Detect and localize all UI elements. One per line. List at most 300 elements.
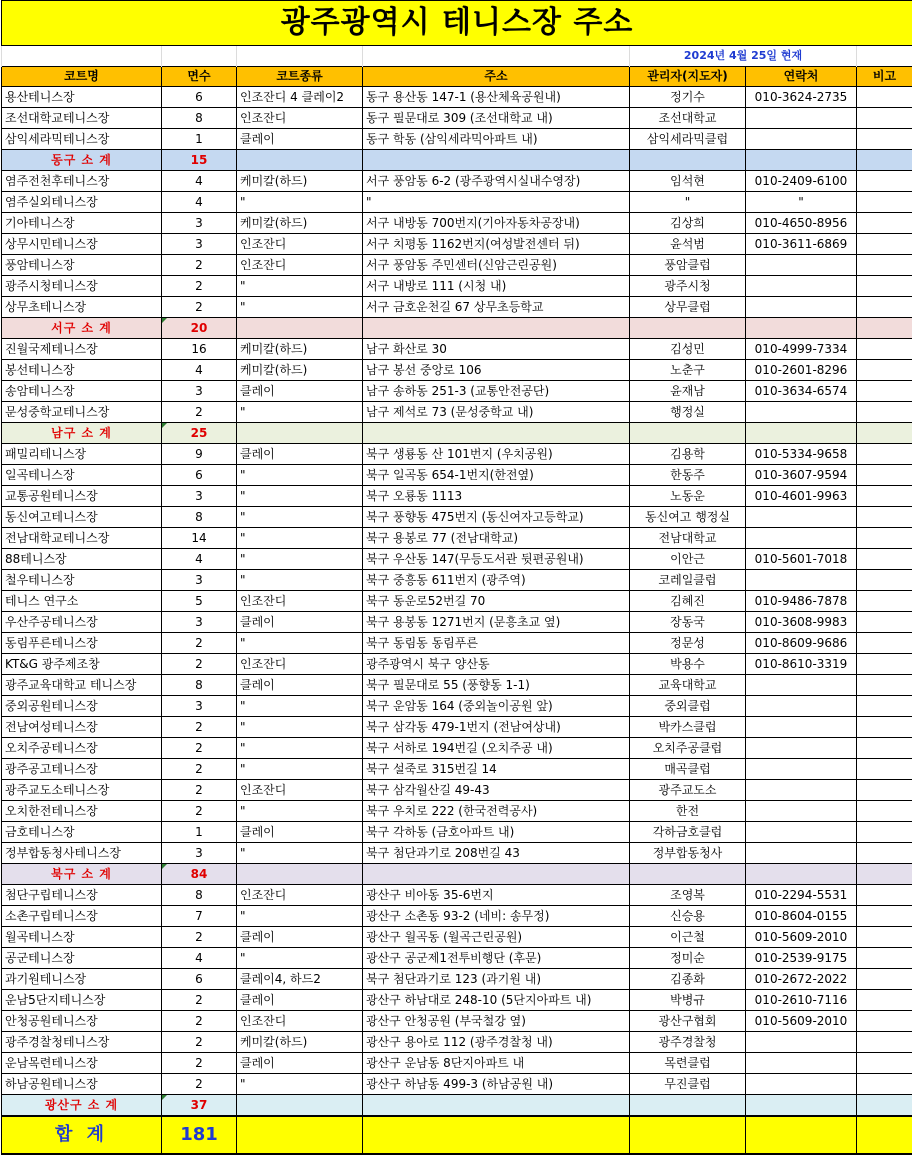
- court-type-cell: 클레이: [237, 990, 363, 1011]
- court-count-cell: 2: [162, 297, 237, 318]
- court-count-cell: 1: [162, 822, 237, 843]
- address-cell: 서구 내방동 700번지(기아자동차공장내): [363, 213, 630, 234]
- court-type-cell: 클레이: [237, 927, 363, 948]
- contact-cell: 010-8604-0155: [746, 906, 857, 927]
- court-count-cell: 6: [162, 465, 237, 486]
- address-cell: 서구 치평동 1162번지(여성발전센터 뒤): [363, 234, 630, 255]
- total-label: 합 계: [2, 1116, 162, 1154]
- empty-cell: [857, 864, 912, 885]
- manager-cell: 한전: [630, 801, 746, 822]
- empty-cell: [237, 1116, 363, 1154]
- court-type-cell: 인조잔디: [237, 780, 363, 801]
- manager-cell: 노동운: [630, 486, 746, 507]
- court-type-cell: ": [237, 402, 363, 423]
- table-row: [2, 255, 912, 276]
- court-type-cell: ": [237, 759, 363, 780]
- note-cell: [857, 339, 912, 360]
- contact-cell: [746, 738, 857, 759]
- court-type-cell: ": [237, 486, 363, 507]
- court-name-cell: 조선대학교테니스장: [2, 108, 162, 129]
- contact-cell: [746, 780, 857, 801]
- court-count-cell: 2: [162, 717, 237, 738]
- address-cell: 광주광역시 북구 양산동: [363, 654, 630, 675]
- court-count-cell: 3: [162, 213, 237, 234]
- manager-cell: 광주경찰청: [630, 1032, 746, 1053]
- contact-cell: [746, 570, 857, 591]
- address-cell: 북구 동운로52번길 70: [363, 591, 630, 612]
- court-count-cell: 3: [162, 612, 237, 633]
- court-count-cell: 2: [162, 1074, 237, 1095]
- court-count-cell: 3: [162, 696, 237, 717]
- court-count-cell: 2: [162, 276, 237, 297]
- contact-cell: 010-2672-2022: [746, 969, 857, 990]
- header-court-name: 코트명: [2, 67, 162, 87]
- table-row: [2, 360, 912, 381]
- table-row: [2, 633, 912, 654]
- table-row: [2, 108, 912, 129]
- address-cell: 서구 풍암동 6-2 (광주광역시실내수영장): [363, 171, 630, 192]
- empty-cell: [857, 423, 912, 444]
- court-count-cell: 3: [162, 381, 237, 402]
- manager-cell: 김종화: [630, 969, 746, 990]
- court-type-cell: ": [237, 465, 363, 486]
- court-count-cell: 2: [162, 759, 237, 780]
- manager-cell: 이안근: [630, 549, 746, 570]
- address-cell: ": [363, 192, 630, 213]
- court-count-cell: 2: [162, 654, 237, 675]
- empty-cell: [237, 864, 363, 885]
- manager-cell: 풍암클럽: [630, 255, 746, 276]
- header-row: [2, 67, 912, 87]
- note-cell: [857, 444, 912, 465]
- table-row: [2, 717, 912, 738]
- court-name-cell: 오치주공테니스장: [2, 738, 162, 759]
- address-cell: 북구 풍향동 475번지 (동신여자고등학교): [363, 507, 630, 528]
- empty-cell: [2, 46, 162, 67]
- court-name-cell: 염주실외테니스장: [2, 192, 162, 213]
- court-type-cell: ": [237, 549, 363, 570]
- court-count-cell: 3: [162, 570, 237, 591]
- court-count-cell: 7: [162, 906, 237, 927]
- court-count-cell: 3: [162, 843, 237, 864]
- court-name-cell: 하남공원테니스장: [2, 1074, 162, 1095]
- contact-cell: 010-4999-7334: [746, 339, 857, 360]
- address-cell: 광산구 하남동 499-3 (하남공원 내): [363, 1074, 630, 1095]
- manager-cell: 삼익세라믹클럽: [630, 129, 746, 150]
- court-name-cell: 정부합동청사테니스장: [2, 843, 162, 864]
- manager-cell: 행정실: [630, 402, 746, 423]
- contact-cell: [746, 276, 857, 297]
- court-name-cell: 삼익세라믹테니스장: [2, 129, 162, 150]
- court-name-cell: 전남대학교테니스장: [2, 528, 162, 549]
- note-cell: [857, 192, 912, 213]
- note-cell: [857, 612, 912, 633]
- court-name-cell: 일곡테니스장: [2, 465, 162, 486]
- court-type-cell: 케미칼(하드): [237, 360, 363, 381]
- court-type-cell: 케미칼(하드): [237, 339, 363, 360]
- table-row: [2, 801, 912, 822]
- court-type-cell: 인조잔디: [237, 255, 363, 276]
- court-count-cell: 4: [162, 360, 237, 381]
- court-name-cell: 기아테니스장: [2, 213, 162, 234]
- contact-cell: 010-8610-3319: [746, 654, 857, 675]
- empty-cell: [363, 46, 630, 67]
- note-cell: [857, 738, 912, 759]
- table-row: [2, 780, 912, 801]
- court-type-cell: ": [237, 570, 363, 591]
- court-type-cell: 인조잔디 4 클레이2: [237, 87, 363, 108]
- address-cell: 광산구 운남동 8단지아파트 내: [363, 1053, 630, 1074]
- court-name-cell: 상무시민테니스장: [2, 234, 162, 255]
- court-type-cell: 클레이: [237, 1053, 363, 1074]
- manager-cell: ": [630, 192, 746, 213]
- header-address: 주소: [363, 67, 630, 87]
- address-cell: 북구 우치로 222 (한국전력공사): [363, 801, 630, 822]
- court-name-cell: 진월국제테니스장: [2, 339, 162, 360]
- court-type-cell: 인조잔디: [237, 591, 363, 612]
- court-name-cell: 광주공고테니스장: [2, 759, 162, 780]
- table-row: [2, 297, 912, 318]
- empty-cell: [630, 423, 746, 444]
- court-name-cell: 전남여성테니스장: [2, 717, 162, 738]
- court-type-cell: ": [237, 297, 363, 318]
- court-name-cell: 용산테니스장: [2, 87, 162, 108]
- table-row: [2, 885, 912, 906]
- manager-cell: 장동국: [630, 612, 746, 633]
- note-cell: [857, 927, 912, 948]
- court-count-cell: 2: [162, 633, 237, 654]
- court-type-cell: ": [237, 738, 363, 759]
- subtotal-row: [2, 318, 912, 339]
- manager-cell: 정부합동청사: [630, 843, 746, 864]
- table-row: [2, 969, 912, 990]
- court-type-cell: 클레이: [237, 675, 363, 696]
- table-row: [2, 906, 912, 927]
- court-name-cell: 광주교육대학교 테니스장: [2, 675, 162, 696]
- table-row: [2, 276, 912, 297]
- contact-cell: [746, 822, 857, 843]
- table-row: [2, 696, 912, 717]
- empty-cell: [746, 150, 857, 171]
- court-name-cell: 문성중학교테니스장: [2, 402, 162, 423]
- court-count-cell: 6: [162, 87, 237, 108]
- note-cell: [857, 108, 912, 129]
- note-cell: [857, 213, 912, 234]
- total-value: 181: [162, 1116, 237, 1154]
- contact-cell: [746, 402, 857, 423]
- court-count-cell: 2: [162, 927, 237, 948]
- empty-cell: [162, 46, 237, 67]
- court-name-cell: 봉선테니스장: [2, 360, 162, 381]
- address-cell: 광산구 월곡동 (월곡근린공원): [363, 927, 630, 948]
- subtotal-row: [2, 1095, 912, 1117]
- empty-cell: [363, 318, 630, 339]
- note-cell: [857, 234, 912, 255]
- note-cell: [857, 171, 912, 192]
- note-cell: [857, 528, 912, 549]
- manager-cell: 노춘구: [630, 360, 746, 381]
- header-court-type: 코트종류: [237, 67, 363, 87]
- address-cell: 광산구 소촌동 93-2 (네비: 송무정): [363, 906, 630, 927]
- note-cell: [857, 507, 912, 528]
- contact-cell: 010-2610-7116: [746, 990, 857, 1011]
- note-cell: [857, 696, 912, 717]
- court-type-cell: 클레이: [237, 381, 363, 402]
- court-name-cell: 중외공원테니스장: [2, 696, 162, 717]
- court-name-cell: 공군테니스장: [2, 948, 162, 969]
- address-cell: 북구 필문대로 55 (풍향동 1-1): [363, 675, 630, 696]
- table-row: [2, 129, 912, 150]
- subtotal-value: 20: [162, 318, 237, 339]
- court-count-cell: 6: [162, 969, 237, 990]
- address-cell: 북구 삼각동 479-1번지 (전남여상내): [363, 717, 630, 738]
- manager-cell: 교육대학교: [630, 675, 746, 696]
- contact-cell: 010-2294-5531: [746, 885, 857, 906]
- header-note: 비고: [857, 67, 912, 87]
- court-name-cell: 월곡테니스장: [2, 927, 162, 948]
- note-cell: [857, 402, 912, 423]
- manager-cell: 조영복: [630, 885, 746, 906]
- address-cell: 서구 내방로 111 (시청 내): [363, 276, 630, 297]
- court-type-cell: ": [237, 633, 363, 654]
- table-row: [2, 171, 912, 192]
- court-name-cell: 테니스 연구소: [2, 591, 162, 612]
- subtotal-label: 서구 소 계: [2, 318, 162, 339]
- manager-cell: 중외클럽: [630, 696, 746, 717]
- court-type-cell: 케미칼(하드): [237, 171, 363, 192]
- court-name-cell: 우산주공테니스장: [2, 612, 162, 633]
- court-name-cell: 첨단구립테니스장: [2, 885, 162, 906]
- manager-cell: 이근철: [630, 927, 746, 948]
- empty-cell: [630, 150, 746, 171]
- table-row: [2, 822, 912, 843]
- court-name-cell: 금호테니스장: [2, 822, 162, 843]
- subtotal-row: [2, 150, 912, 171]
- manager-cell: 정기수: [630, 87, 746, 108]
- court-type-cell: ": [237, 528, 363, 549]
- contact-cell: [746, 255, 857, 276]
- table-row: [2, 381, 912, 402]
- address-cell: 북구 운암동 164 (중외놀이공원 앞): [363, 696, 630, 717]
- address-cell: 북구 동림동 동림푸른: [363, 633, 630, 654]
- contact-cell: [746, 759, 857, 780]
- empty-cell: [746, 1116, 857, 1154]
- note-cell: [857, 297, 912, 318]
- court-type-cell: 클레이: [237, 129, 363, 150]
- court-count-cell: 2: [162, 255, 237, 276]
- address-cell: 북구 오룡동 1113: [363, 486, 630, 507]
- table-row: [2, 948, 912, 969]
- note-cell: [857, 360, 912, 381]
- empty-cell: [857, 1095, 912, 1117]
- address-cell: 광산구 공군제1전투비행단 (후문): [363, 948, 630, 969]
- empty-cell: [746, 1095, 857, 1117]
- empty-cell: [746, 318, 857, 339]
- court-name-cell: 교통공원테니스장: [2, 486, 162, 507]
- contact-cell: 010-8609-9686: [746, 633, 857, 654]
- address-cell: 북구 서하로 194번길 (오치주공 내): [363, 738, 630, 759]
- note-cell: [857, 1032, 912, 1053]
- court-type-cell: ": [237, 717, 363, 738]
- court-count-cell: 2: [162, 738, 237, 759]
- manager-cell: 목련클럽: [630, 1053, 746, 1074]
- manager-cell: 무진클럽: [630, 1074, 746, 1095]
- address-cell: 북구 용봉동 1271번지 (문흥초교 옆): [363, 612, 630, 633]
- note-cell: [857, 570, 912, 591]
- court-count-cell: 2: [162, 1053, 237, 1074]
- contact-cell: [746, 717, 857, 738]
- court-type-cell: 클레이: [237, 822, 363, 843]
- manager-cell: 오치주공클럽: [630, 738, 746, 759]
- contact-cell: 010-2539-9175: [746, 948, 857, 969]
- address-cell: 남구 제석로 73 (문성중학교 내): [363, 402, 630, 423]
- court-name-cell: 풍암테니스장: [2, 255, 162, 276]
- court-name-cell: 패밀리테니스장: [2, 444, 162, 465]
- page-title: 광주광역시 테니스장 주소: [2, 1, 912, 46]
- address-cell: 남구 송하동 251-3 (교통안전공단): [363, 381, 630, 402]
- empty-cell: [630, 318, 746, 339]
- court-type-cell: 인조잔디: [237, 1011, 363, 1032]
- note-cell: [857, 801, 912, 822]
- manager-cell: 김용학: [630, 444, 746, 465]
- manager-cell: 윤재남: [630, 381, 746, 402]
- empty-cell: [237, 46, 363, 67]
- contact-cell: [746, 1032, 857, 1053]
- court-count-cell: 1: [162, 129, 237, 150]
- note-cell: [857, 1011, 912, 1032]
- manager-cell: 김성민: [630, 339, 746, 360]
- contact-cell: [746, 528, 857, 549]
- empty-cell: [237, 1095, 363, 1117]
- table-row: [2, 738, 912, 759]
- table-row: [2, 1032, 912, 1053]
- court-name-cell: 오치한전테니스장: [2, 801, 162, 822]
- empty-cell: [237, 318, 363, 339]
- empty-cell: [746, 423, 857, 444]
- table-row: [2, 675, 912, 696]
- note-cell: [857, 885, 912, 906]
- manager-cell: 조선대학교: [630, 108, 746, 129]
- empty-cell: [363, 423, 630, 444]
- address-cell: 북구 우산동 147(무등도서관 뒷편공원내): [363, 549, 630, 570]
- court-name-cell: 88테니스장: [2, 549, 162, 570]
- note-cell: [857, 276, 912, 297]
- court-name-cell: 동신여고테니스장: [2, 507, 162, 528]
- contact-cell: [746, 696, 857, 717]
- table-row: [2, 570, 912, 591]
- court-name-cell: 동림푸른테니스장: [2, 633, 162, 654]
- subtotal-value: 37: [162, 1095, 237, 1117]
- address-cell: 서구 풍암동 주민센터(신암근린공원): [363, 255, 630, 276]
- contact-cell: 010-4601-9963: [746, 486, 857, 507]
- manager-cell: 각하금호클럽: [630, 822, 746, 843]
- manager-cell: 코레일클럽: [630, 570, 746, 591]
- address-cell: 북구 삼각월산길 49-43: [363, 780, 630, 801]
- subtotal-label: 광산구 소 계: [2, 1095, 162, 1117]
- empty-cell: [363, 864, 630, 885]
- address-cell: 광산구 하남대로 248-10 (5단지아파트 내): [363, 990, 630, 1011]
- manager-cell: 정미순: [630, 948, 746, 969]
- contact-cell: 010-5601-7018: [746, 549, 857, 570]
- court-count-cell: 8: [162, 507, 237, 528]
- contact-cell: 010-2409-6100: [746, 171, 857, 192]
- court-count-cell: 4: [162, 192, 237, 213]
- header-manager: 관리자(지도자): [630, 67, 746, 87]
- table-row: [2, 591, 912, 612]
- subtotal-row: [2, 423, 912, 444]
- contact-cell: 010-4650-8956: [746, 213, 857, 234]
- court-type-cell: 클레이4, 하드2: [237, 969, 363, 990]
- empty-cell: [363, 150, 630, 171]
- note-cell: [857, 843, 912, 864]
- court-type-cell: 클레이: [237, 612, 363, 633]
- empty-cell: [237, 150, 363, 171]
- address-cell: 동구 학동 (삼익세라믹아파트 내): [363, 129, 630, 150]
- manager-cell: 윤석범: [630, 234, 746, 255]
- court-count-cell: 2: [162, 1011, 237, 1032]
- contact-cell: ": [746, 192, 857, 213]
- note-cell: [857, 654, 912, 675]
- table-row: [2, 1053, 912, 1074]
- court-name-cell: 송암테니스장: [2, 381, 162, 402]
- contact-cell: [746, 801, 857, 822]
- address-cell: 북구 설죽로 315번길 14: [363, 759, 630, 780]
- court-count-cell: 9: [162, 444, 237, 465]
- table-row: [2, 759, 912, 780]
- note-cell: [857, 906, 912, 927]
- manager-cell: 박카스클럽: [630, 717, 746, 738]
- address-cell: 북구 일곡동 654-1번지(한전옆): [363, 465, 630, 486]
- court-count-cell: 2: [162, 780, 237, 801]
- contact-cell: 010-2601-8296: [746, 360, 857, 381]
- court-name-cell: 운남목련테니스장: [2, 1053, 162, 1074]
- court-type-cell: ": [237, 276, 363, 297]
- contact-cell: [746, 108, 857, 129]
- empty-cell: [746, 864, 857, 885]
- court-count-cell: 14: [162, 528, 237, 549]
- note-cell: [857, 549, 912, 570]
- contact-cell: 010-3634-6574: [746, 381, 857, 402]
- address-cell: 광산구 비아동 35-6번지: [363, 885, 630, 906]
- court-name-cell: 철우테니스장: [2, 570, 162, 591]
- contact-cell: 010-5609-2010: [746, 927, 857, 948]
- court-type-cell: 인조잔디: [237, 885, 363, 906]
- note-cell: [857, 990, 912, 1011]
- manager-cell: 김혜진: [630, 591, 746, 612]
- court-count-cell: 3: [162, 486, 237, 507]
- court-type-cell: 클레이: [237, 444, 363, 465]
- table-row: [2, 507, 912, 528]
- manager-cell: 전남대학교: [630, 528, 746, 549]
- contact-cell: [746, 507, 857, 528]
- court-type-cell: ": [237, 192, 363, 213]
- court-type-cell: ": [237, 801, 363, 822]
- contact-cell: 010-9486-7878: [746, 591, 857, 612]
- address-cell: 서구 금호운천길 67 상무초등학교: [363, 297, 630, 318]
- table-row: [2, 402, 912, 423]
- subtotal-value: 15: [162, 150, 237, 171]
- date-label: 2024년 4월 25일 현재: [630, 46, 857, 67]
- table-row: [2, 1074, 912, 1095]
- court-type-cell: 인조잔디: [237, 234, 363, 255]
- address-cell: 북구 각하동 (금호아파트 내): [363, 822, 630, 843]
- address-cell: 동구 필문대로 309 (조선대학교 내): [363, 108, 630, 129]
- address-cell: 북구 첨단과기로 208번길 43: [363, 843, 630, 864]
- court-count-cell: 8: [162, 885, 237, 906]
- address-cell: 남구 화산로 30: [363, 339, 630, 360]
- empty-cell: [630, 1095, 746, 1117]
- note-cell: [857, 1074, 912, 1095]
